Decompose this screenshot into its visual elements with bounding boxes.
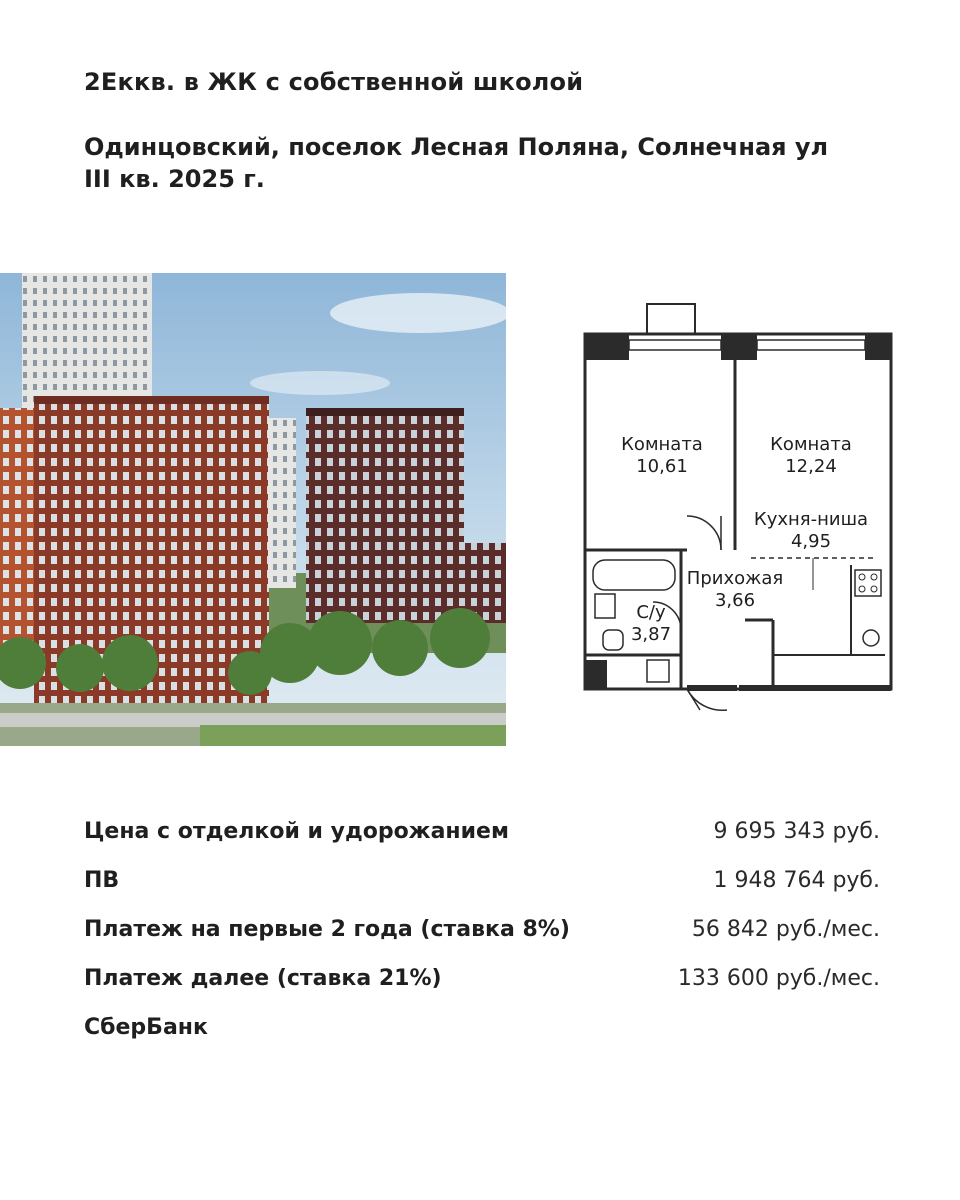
payment-later-value: 133 600 руб./мес. <box>677 966 880 991</box>
kitchen-area: 4,95 <box>790 531 832 552</box>
room1-area: 10,61 <box>636 456 688 477</box>
listing-title: 2Еккв. в ЖК с собственной школой <box>84 68 584 96</box>
price-details <box>84 815 880 1040</box>
price-label: Цена с отделкой и удорожанием <box>84 819 509 844</box>
listing-address <box>84 131 828 195</box>
hall-area: 3,66 <box>714 590 756 611</box>
bank-name: СберБанк <box>84 1015 208 1040</box>
spec-row-payment-initial <box>84 913 880 962</box>
building-render-image <box>0 273 506 746</box>
payment-later-label: Платеж далее (ставка 21%) <box>84 966 442 991</box>
completion-date: III кв. 2025 г. <box>84 165 265 193</box>
payment-initial-label: Платеж на первые 2 года (ставка 8%) <box>84 917 570 942</box>
spec-row-downpayment <box>84 864 880 913</box>
downpayment-label: ПВ <box>84 868 120 893</box>
room2-label: Комната <box>770 434 852 455</box>
room2-area: 12,24 <box>785 456 837 477</box>
kitchen-label: Кухня-ниша <box>753 509 869 530</box>
bath-label: С/у <box>636 602 666 623</box>
bath-area: 3,87 <box>630 624 672 645</box>
downpayment-value: 1 948 764 руб. <box>713 868 880 893</box>
address-line: Одинцовский, поселок Лесная Поляна, Солнечная ул <box>84 133 829 161</box>
spec-row-payment-later <box>84 962 880 1011</box>
floor-plan <box>575 300 905 720</box>
spec-row-price <box>84 815 880 864</box>
hall-label: Прихожая <box>686 568 784 589</box>
payment-initial-value: 56 842 руб./мес. <box>691 917 880 942</box>
room1-label: Комната <box>621 434 703 455</box>
price-value: 9 695 343 руб. <box>713 819 880 844</box>
